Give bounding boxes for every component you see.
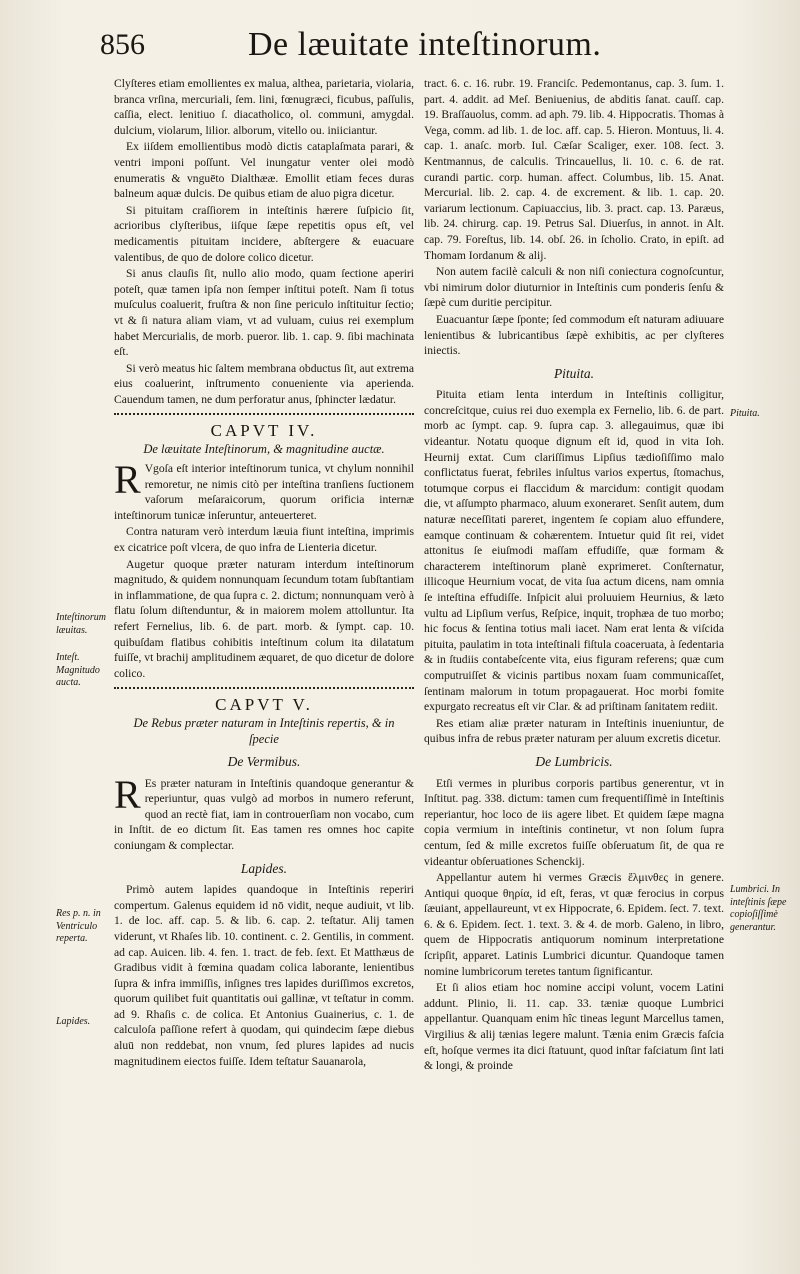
margin-note: Lumbrici. In inteſtinis ſæpe copioſiſſimè generantur.	[730, 884, 787, 933]
section-divider	[114, 413, 414, 415]
paragraph	[114, 771, 414, 854]
section-heading: Lapides.	[240, 860, 288, 876]
paragraph: Clyſteres etiam emollientes ex malua, althea, parietaria, violaria, branca vrſina, mercuriali, ſem. lini, fœnugræci, ficubus, paſſulis, caſſia, elect. lenitiuo ſ. diacatholico, ol. communi, amygdal. dulcium, violarum, lilior. alborum, vitello ou. iniiciantur.	[114, 77, 414, 137]
drop-cap: R	[114, 457, 141, 503]
margin-note: Inteſt. Magnitudo aucta.	[56, 652, 100, 688]
page-number: 856	[100, 28, 145, 61]
drop-cap: R	[114, 771, 141, 817]
running-title: De læuitate inteſtinorum.	[248, 26, 602, 63]
paragraph: Si pituitam craſſiorem in inteſtinis hærere ſuſpicio ſit, acrioribus clyſteribus, iiſque ſæpe repetitis opus eſt, vel medicamentis pituitam incidere, abſtergere & euacuare valentibus, de quo de dolore colico dicetur.	[114, 203, 414, 264]
margin-note: Inteſtinorum læuitas.	[56, 612, 106, 636]
paragraph: Ex iiſdem emollientibus modò dictis cataplaſmata parari, & ventri imponi poſſunt. Vel inungatur venter olei modò enumeratis & vnguēto Dialthææ. Emollit etiam feces duras balneum aquæ dulcis. De quibus etiam de aluo pigra dicetur.	[114, 140, 414, 201]
section-divider	[114, 687, 414, 689]
chapter-heading: CAPVT IV.	[210, 421, 318, 441]
paragraph: Pituita etiam lenta interdum in Inteſtinis colligitur, concreſcitque, cuius rei duo exempla ex Fernelio, lib. 6. de part. morb ac ſympt. cap. 9. ſupra cap. 3. allegauimus, quæ ibi videantur. Notatu quoque dignum eſt id, quod in vita Ioh. Heurnij extat. Cum clariſſimus Lipſius tædioſiſſimo malo conflictatus fuerat, febriles inſultus varios expertus, ſtomachus, totumque corpus ei flaccidum & marcidum: contigit quodam die, vt aſſumpto pharmaco, aluum exoneraret. Senſit autem, dum naturæ neceſſitati pareret, ingentem ſe copiam aluo effundere, eamque continuam & cohærentem. Intuetur quid ſit rei, videt attonitus ſe eiuſmodi maſſam effudiſſe, quæ formam & characterem inteſtinorum planè exprimeret. Conſternatur, illicoque Heurnium vocat, de vita ſua actum dicens, nam omnia ſe inteſtina effudiſſe. Inſpicit alui proluuiem Heurnius, & læto vultu ad Lipſium verſus, Reſpice, inquit, trophæa de tuo morbo; hic focus & ſentina totius mali iacet. Nam erat lenta & viſcida pituita, paulatim in tota inteſtinali fiſtula coaceruata, à ſedentaria & in ſtudiis contabeſcente vita, eius figuram referens; quæ cum computruiſſet & vicinis partibus noxam ſuam communicaſſet, ſentinam malorum in totum propagauerat. Hoc morbi fomite expurgato recreatus eſt vir Clar. & ad priſtinam ſanitatem rediit.	[424, 388, 724, 714]
paragraph: Res etiam aliæ præter naturam in Inteſtinis inueniuntur, de quibus infra de rebus præter naturam per aluum excretis dicetur.	[424, 716, 724, 746]
paragraph: Augetur quoque præter naturam interdum inteſtinorum magnitudo, & quidem nonnunquam ſecundum totam ſubſtantiam in inflammatione, de qua ſupra c. 2. dictum; nonnunquam verò à flatu ſolum diſtenduntur, & in maiorem molem attolluntur. Ita refert Fernelius, lib. 6. de part. morb. & ſympt. cap. 10. quibuſdam flatibus cohibitis inteſtinum colum ita dilatatum fuiſſe, vt brachij amplitudinem æquaret, de quo dicetur de dolore colico.	[114, 557, 414, 680]
margin-note: Pituita.	[730, 408, 760, 419]
left-column	[114, 76, 414, 1070]
chapter-heading: CAPVT V.	[215, 695, 313, 715]
paragraph: Primò autem lapides quandoque in Inteſtinis reperiri compertum. Galenus equidem id nō vidit, neque audiuit, vt lib. 1. de loc. aff. cap. 5. & lib. 6. cap. 2. teſtatur. Alij tamen viderunt, vt Rhaſes lib. 10. continent. c. 2. Gentilis, in comment. ad cap. Auicen. lib. 4. fen. 1. tract. de feb. ſext. Et Matthæus de Gradibus vidit à fœmina quadam colica laborante, lenientibus ſupra & infra immiſſis, inſignes tres lapides duriſſimos excretos, quorum quilibet fuit quantitatis oui gallinæ, vt teſtatur in comm. ad 9. Rhaſis c. de colica. Et Antonius Guainerius, c. 1. de calculoſa paſſione refert à quodam, qui quindecim ſæpe diebus aluū non reddebat, non vnum, ſed plures lapides ad nucis magnitudinem eiectos fuiſſe. Idem teſtatur Sauanarola,	[114, 883, 414, 1068]
paragraph: tract. 6. c. 16. rubr. 19. Franciſc. Pedemontanus, cap. 3. ſum. 1. part. 4. addit. ad Meſ. Beniuenius, de abditis ſanat. cauſſ. cap. 19. Braſſauolus, comm. ad aph. 79. lib. 4. Hippocratis. Thomas à Vega, comm. ad lib. 1. de loc. aff. cap. 5. Hieron. Montuus, li. 4. cap. 1. anaſc. morb. Iul. Cæſar Scaliger, exer. 108. ſect. 3. Kentmannus, de calculis. Trincauellus, li. 10. c. 6. de rat. curandi partic. corp. human. affect. Columbus, lib. 15. Anat. Mercurial. lib. 2. cap. 4. de excrement. & lib. 1. cap. 20. variarum lectionum. Capiuaccius, lib. 3. pract. cap. 13. Paræus, lib. 24. chirurg. cap. 19. Petrus Sal. Diuerſus, in annot. in Alt. cap. 79. Foreſtus, lib. 14. obſ. 26. in ſcholio. Crato, in epiſt. ad Thomam Iordanum & alij.	[424, 77, 724, 262]
paragraph	[114, 457, 414, 523]
chapter-subtitle: De læuitate Inteſtinorum, & magnitudine auctæ.	[143, 442, 385, 457]
margin-note: Res p. n. in Ventriculo reperta.	[56, 908, 101, 944]
paragraph: Et ſi alios etiam hoc nomine accipi volunt, vocem Latini addunt. Plinio, li. 11. cap. 33. tæniæ quoque Lumbrici appellantur. Quanquam enim hîc tineas legunt Marcellus tamen, Virgilius & alij tænias legere malunt. Tænia enim Græcis faſcia eſt, hoſque vermes ita dici ſtatuunt, quod inſtar faſciatum ſint lati & longi, & proinde	[424, 981, 724, 1073]
paragraph: Si anus clauſis ſit, nullo alio modo, quam ſectione aperiri poteſt, quæ tamen ipſa non ſemper inſtitui poteſt. Nam ſi totus muſculus coaluerit, fruſtra & non ſine periculo inſtituitur ſectio; vt & ſi natura aliam viam, vt ad vuluam, cuius rei exemplum habet Mercurialis, de morb. pueror. lib. 1. cap. 9. ſibi machinata eſt.	[114, 267, 414, 359]
paragraph: Si verò meatus hic ſaltem membrana obductus ſit, aut extrema eius coaluerint, inſtrumento conueniente via aperienda. Cauendum tamen, ne dum perforatur anus, ſphincter lædatur.	[114, 361, 414, 406]
paragraph: Etſi vermes in pluribus corporis partibus generentur, vt in Inſtitut. pag. 338. dictum: tamen cum frequentiſſimè in Inteſtinis reperiantur, hoc loco de iis agere libet. Et quidem ſæpe magna copia vermium in inteſtinis continetur, vt non ſolum ſupra centum, ſed & mille excretos fuiſſe obſeruatum ſit, de qua re videantur obſeruationes Schenckij.	[424, 776, 724, 868]
paragraph: Non autem facilè calculi & non niſi coniectura cognoſcuntur, vbi nimirum dolor diuturnior in Inteſtinis cum ponderis ſenſu & ſæpè cum duritie percipitur.	[424, 265, 724, 310]
paragraph-text: Es præter naturam in Inteſtinis quandoque generantur & reperiuntur, quas vulgò ad morbos in numero referunt, quod an rectè fiat, iam in controuerſiam non vocabo, cum in Inſtit. de eo dictum ſit. Eas tamen res omnes hoc capite coniungam & complectar.	[114, 776, 414, 852]
section-heading: De Lumbricis.	[535, 753, 613, 769]
section-heading: Pituita.	[553, 365, 595, 381]
paragraph-text: Vgoſa eſt interior inteſtinorum tunica, vt chylum nonnihil remoretur, ne nimis citò per inteſtina tranſiens ſuctionem vaſorum meſaraicorum, quorum orificia internæ inteſtinorum tunicæ inſeruntur, anteuerteret.	[114, 462, 414, 522]
margin-note: Lapides.	[56, 1016, 91, 1027]
chapter-subtitle: De Rebus præter naturam in Inteſtinis repertis, & in ſpecie	[133, 715, 395, 746]
paragraph: Euacuantur ſæpe ſponte; ſed commodum eſt naturam adiuuare lenientibus & lubricantibus ſæpè exhibitis, ac per clyſteres iniectis.	[424, 312, 724, 358]
right-column	[424, 76, 724, 1075]
paragraph: Contra naturam verò interdum læuia fiunt inteſtina, imprimis ex cicatrice poſt vlcera, de quo infra de Lienteria dicetur.	[114, 525, 414, 555]
section-heading: De Vermibus.	[227, 753, 301, 769]
paragraph: Appellantur autem hi vermes Græcis ἕλμινθες in genere. Antiqui quoque θηρία, id eſt, feras, vt quæ ferocius in corpus ſæuiant, appellaureunt, vt ex Hippocrate, 6. Epidem. ſect. 7. text. 6. & 6. Epidem. ſect. 1. text. 3. & 4. de morb. Galeno, in libro, quem de Hippocratis antiquorum nominum interpretatione ſcripſit, apparet. Latinis Lumbrici dicuntur. Quandoque tamen nomine lumbricorum teretes tantum ſignificantur.	[424, 871, 724, 978]
